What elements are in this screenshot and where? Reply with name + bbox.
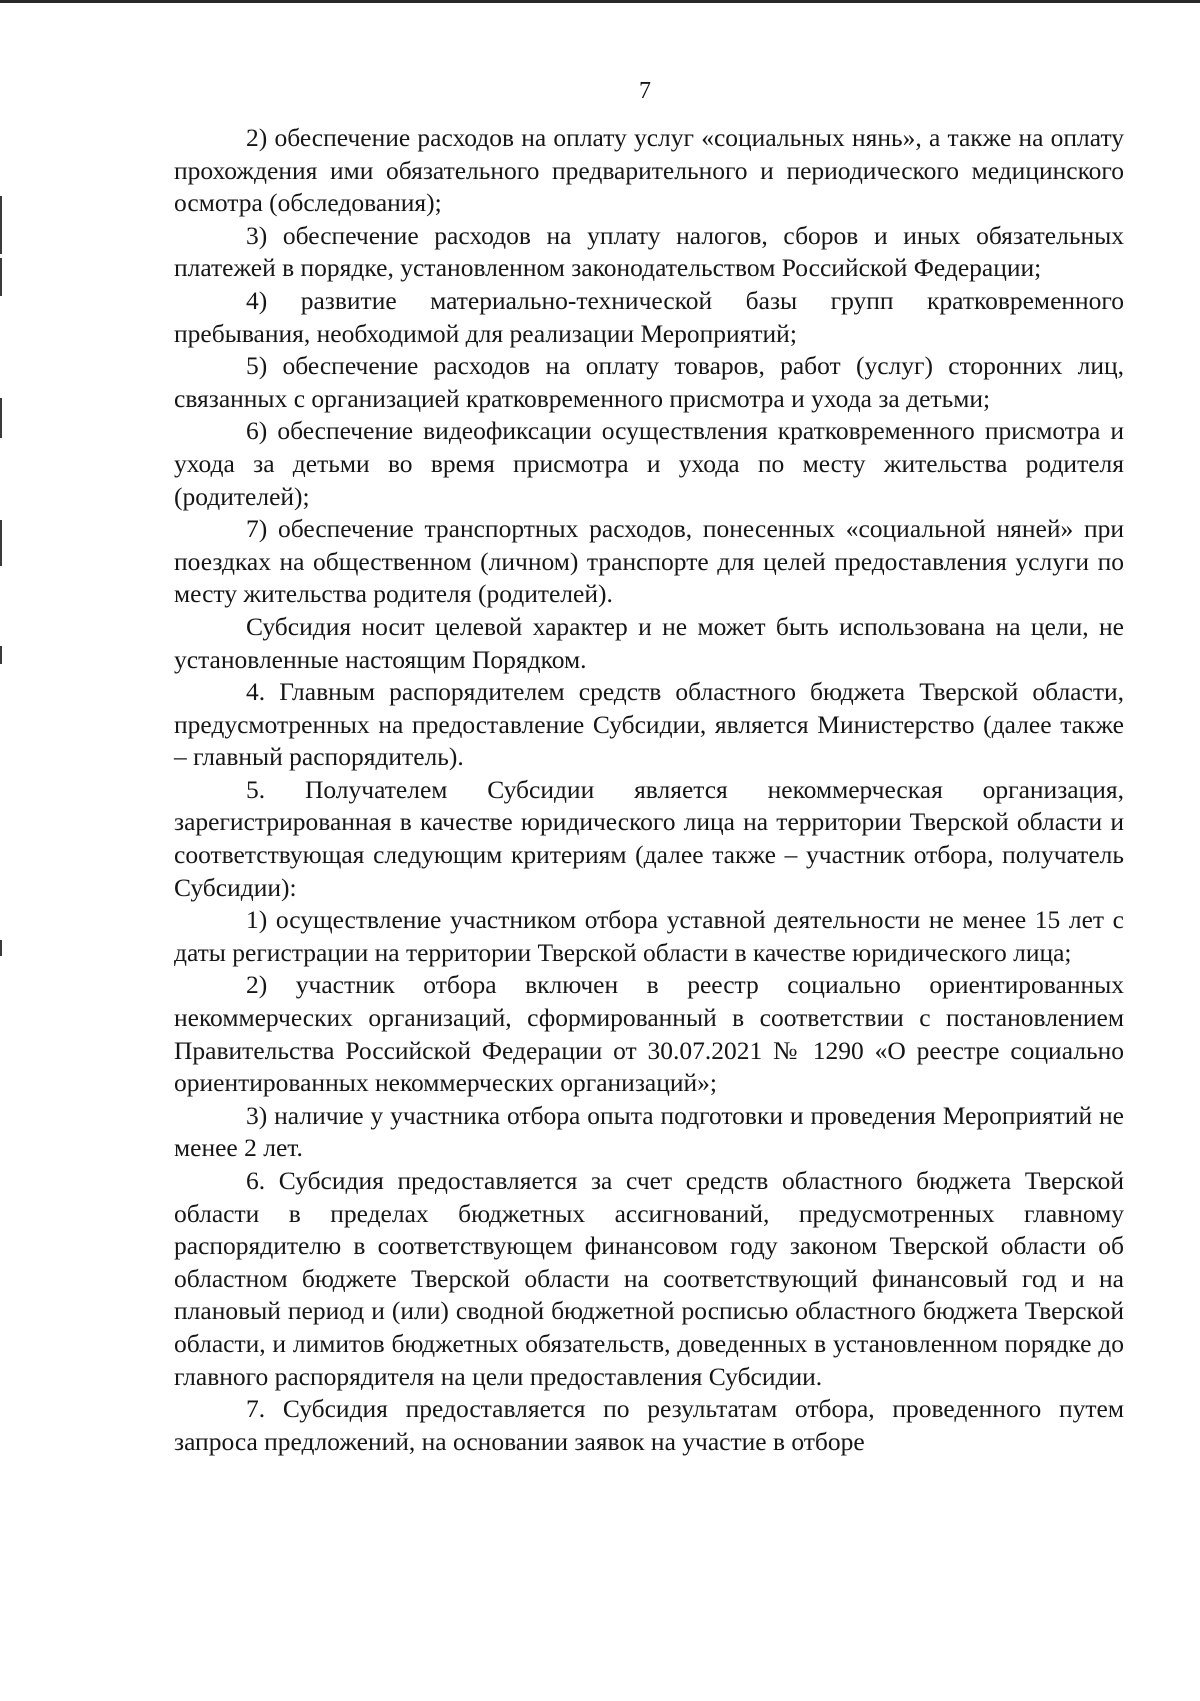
scan-margin-mark: [0, 196, 2, 254]
paragraph-section-5-recipient: 5. Получателем Субсидии является некоммерческая организация, зарегистрированная в качестве юридического лица на территории Тверской области и соответствующая следующим критериям (далее также – участник отбора, получатель Субсидии):: [174, 774, 1124, 902]
paragraph-section-7-selection: 7. Субсидия предоставляется по результатам отбора, проведенного путем запроса предложений, на основании заявок на участие в отборе: [174, 1394, 1124, 1456]
paragraph-item-4-material-base: 4) развитие материально-технической базы групп кратковременного пребывания, необходимой для реализации Мероприятий;: [174, 285, 1124, 348]
paragraph-subsidy-purpose: Субсидия носит целевой характер и не может быть использована на цели, не установленные настоящим Порядком.: [174, 611, 1124, 674]
paragraph-criterion-3: 3) наличие у участника отбора опыта подготовки и проведения Мероприятий не менее 2 лет.: [174, 1100, 1124, 1163]
scan-margin-mark: [0, 258, 2, 296]
scan-margin-mark: [0, 520, 2, 566]
paragraph-item-5-third-party-services: 5) обеспечение расходов на оплату товаров, работ (услуг) сторонних лиц, связанных с организацией кратковременного присмотра и ухода за детьми;: [174, 351, 1124, 413]
paragraph-item-3-taxes: 3) обеспечение расходов на уплату налогов, сборов и иных обязательных платежей в порядке, установленном законодательством Российской Федерации;: [174, 220, 1124, 283]
paragraph-criterion-2: 2) участник отбора включен в реестр социально ориентированных некоммерческих организаций, сформированный в соответствии с постановлением Правительства Российской Федерации от 30.07.2021 № 1290 «О реестре социально ориентированных некоммерческих организаций»;: [174, 970, 1124, 1098]
scan-top-edge: [0, 0, 1200, 3]
scan-margin-mark: [0, 398, 2, 438]
paragraph-item-2-expenses-nannies: 2) обеспечение расходов на оплату услуг «социальных нянь», а также на оплату прохождения ими обязательного предварительного и периодического медицинского осмотра (обследования);: [174, 123, 1124, 218]
page-number: 7: [639, 78, 651, 104]
document-body: [174, 122, 1124, 1458]
paragraph-item-6-video-recording: 6) обеспечение видеофиксации осуществления кратковременного присмотра и ухода за детьми во время присмотра и ухода по месту жительства родителя (родителей);: [174, 416, 1124, 511]
paragraph-section-6-funding: 6. Субсидия предоставляется за счет средств областного бюджета Тверской области в пределах бюджетных ассигнований, предусмотренных главному распорядителю в соответствующем финансовом году законом Тверской области об областном бюджете Тверской области на соответствующий финансовый год и на плановый период и (или) сводной бюджетной росписью областного бюджета Тверской области, и лимитов бюджетных обязательств, доведенных в установленном порядке до главного распорядителя на цели предоставления Субсидии.: [174, 1166, 1124, 1391]
scan-margin-mark: [0, 646, 2, 664]
scan-margin-mark: [0, 940, 2, 956]
paragraph-criterion-1: 1) осуществление участником отбора уставной деятельности не менее 15 лет с даты регистрации на территории Тверской области в качестве юридического лица;: [174, 905, 1124, 967]
paragraph-item-7-transport: 7) обеспечение транспортных расходов, понесенных «социальной няней» при поездках на общественном (личном) транспорте для целей предоставления услуги по месту жительства родителя (родителей).: [174, 514, 1124, 609]
paragraph-section-4-chief-administrator: 4. Главным распорядителем средств областного бюджета Тверской области, предусмотренных на предоставление Субсидии, является Министерство (далее также – главный распорядитель).: [174, 677, 1124, 772]
